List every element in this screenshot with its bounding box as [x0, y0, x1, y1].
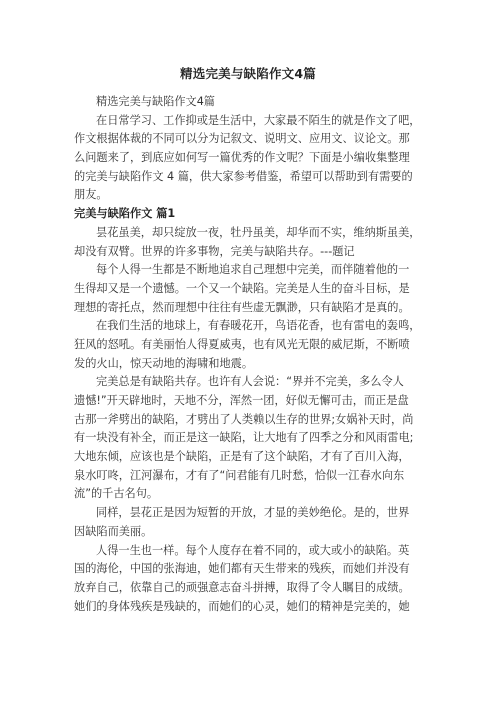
text-line: 放弃自己，依靠自己的顽强意志奋斗拼搏，取得了令人瞩目的成绩。 [74, 580, 410, 594]
text-line: 泉水叮咚，江河瀑布，才有了“问君能有几时愁，恰似一江春水向东 [74, 468, 405, 482]
text-line: 的完美与缺陷作文 4 篇，供大家参考借鉴，希望可以帮助到有需要的 [74, 169, 413, 183]
text-line: 同样，昙花正是因为短暂的开放，才显的美妙绝伦。是的，世界 [96, 506, 410, 520]
text-line: 大地东倾，应该也是个缺陷，正是有了这个缺陷，才有了百川入海， [74, 450, 410, 464]
text-line: 遗憾!”开天辟地时，天地不分，浑然一团，好似无懈可击，而正是盘 [74, 394, 409, 407]
document-body [74, 93, 424, 616]
text-line: 发的火山，惊天动地的海啸和地震。 [74, 356, 254, 370]
text-line: 国的海伦，中国的张海迪，她们都有天生带来的残疾，而她们并没有 [74, 562, 410, 576]
text-line: 有一块没有补全，而正是这一缺陷，让大地有了四季之分和风雨雷电; [74, 431, 414, 445]
text-line: 完美总是有缺陷共存。也许有人会说：“界并不完美，多么令人 [96, 375, 404, 389]
text-line: 作文根据体裁的不同可以分为记叙文、说明文、应用文、议论文。那 [74, 132, 410, 146]
text-line: 在我们生活的地球上，有春暖花开，鸟语花香，也有雷电的轰鸣， [96, 319, 421, 333]
document-title: 精选完美与缺陷作文4篇 [180, 66, 316, 81]
text-line: 朋友。 [74, 188, 108, 202]
text-line: 狂风的怒吼。有美丽怡人得夏威夷，也有风光无限的威尼斯，不断喷 [74, 337, 410, 351]
text-line: 却没有双臂。世界的许多事物，完美与缺陷共存。---题记 [74, 244, 355, 258]
text-line: 在日常学习、工作抑或是生活中，大家最不陌生的就是作文了吧， [96, 113, 421, 127]
text-line: 么问题来了，到底应如何写一篇优秀的作文呢？下面是小编收集整理 [74, 151, 410, 165]
text-line: 古那一斧劈出的缺陷，才劈出了人类赖以生存的世界;女娲补天时，尚 [74, 412, 414, 426]
text-line: 每个人得一生都是不断地追求自己理想中完美，而伴随着他的一 [96, 263, 410, 277]
text-line: 理想的寄托点，然而理想中往往有些虚无飘渺，只有缺陷才是真的。 [74, 300, 410, 314]
text-line: 流”的千古名句。 [74, 487, 159, 501]
text-line: 人得一生也一样。每个人度存在着不同的，或大或小的缺陷。英 [96, 543, 410, 557]
text-line: 精选完美与缺陷作文4篇 [96, 95, 215, 108]
text-line: 因缺陷而美丽。 [74, 524, 153, 538]
section-heading: 完美与缺陷作文 篇1 [74, 207, 176, 221]
text-line: 昙花虽美，却只绽放一夜，牡丹虽美，却华而不实，维纳斯虽美， [96, 225, 421, 239]
text-line: 生得却又是一个遗憾。一个又一个缺陷。完美是人生的奋斗目标，是 [74, 281, 410, 295]
text-line: 她们的身体残疾是残缺的，而她们的心灵，她们的精神是完美的，她 [74, 599, 410, 613]
